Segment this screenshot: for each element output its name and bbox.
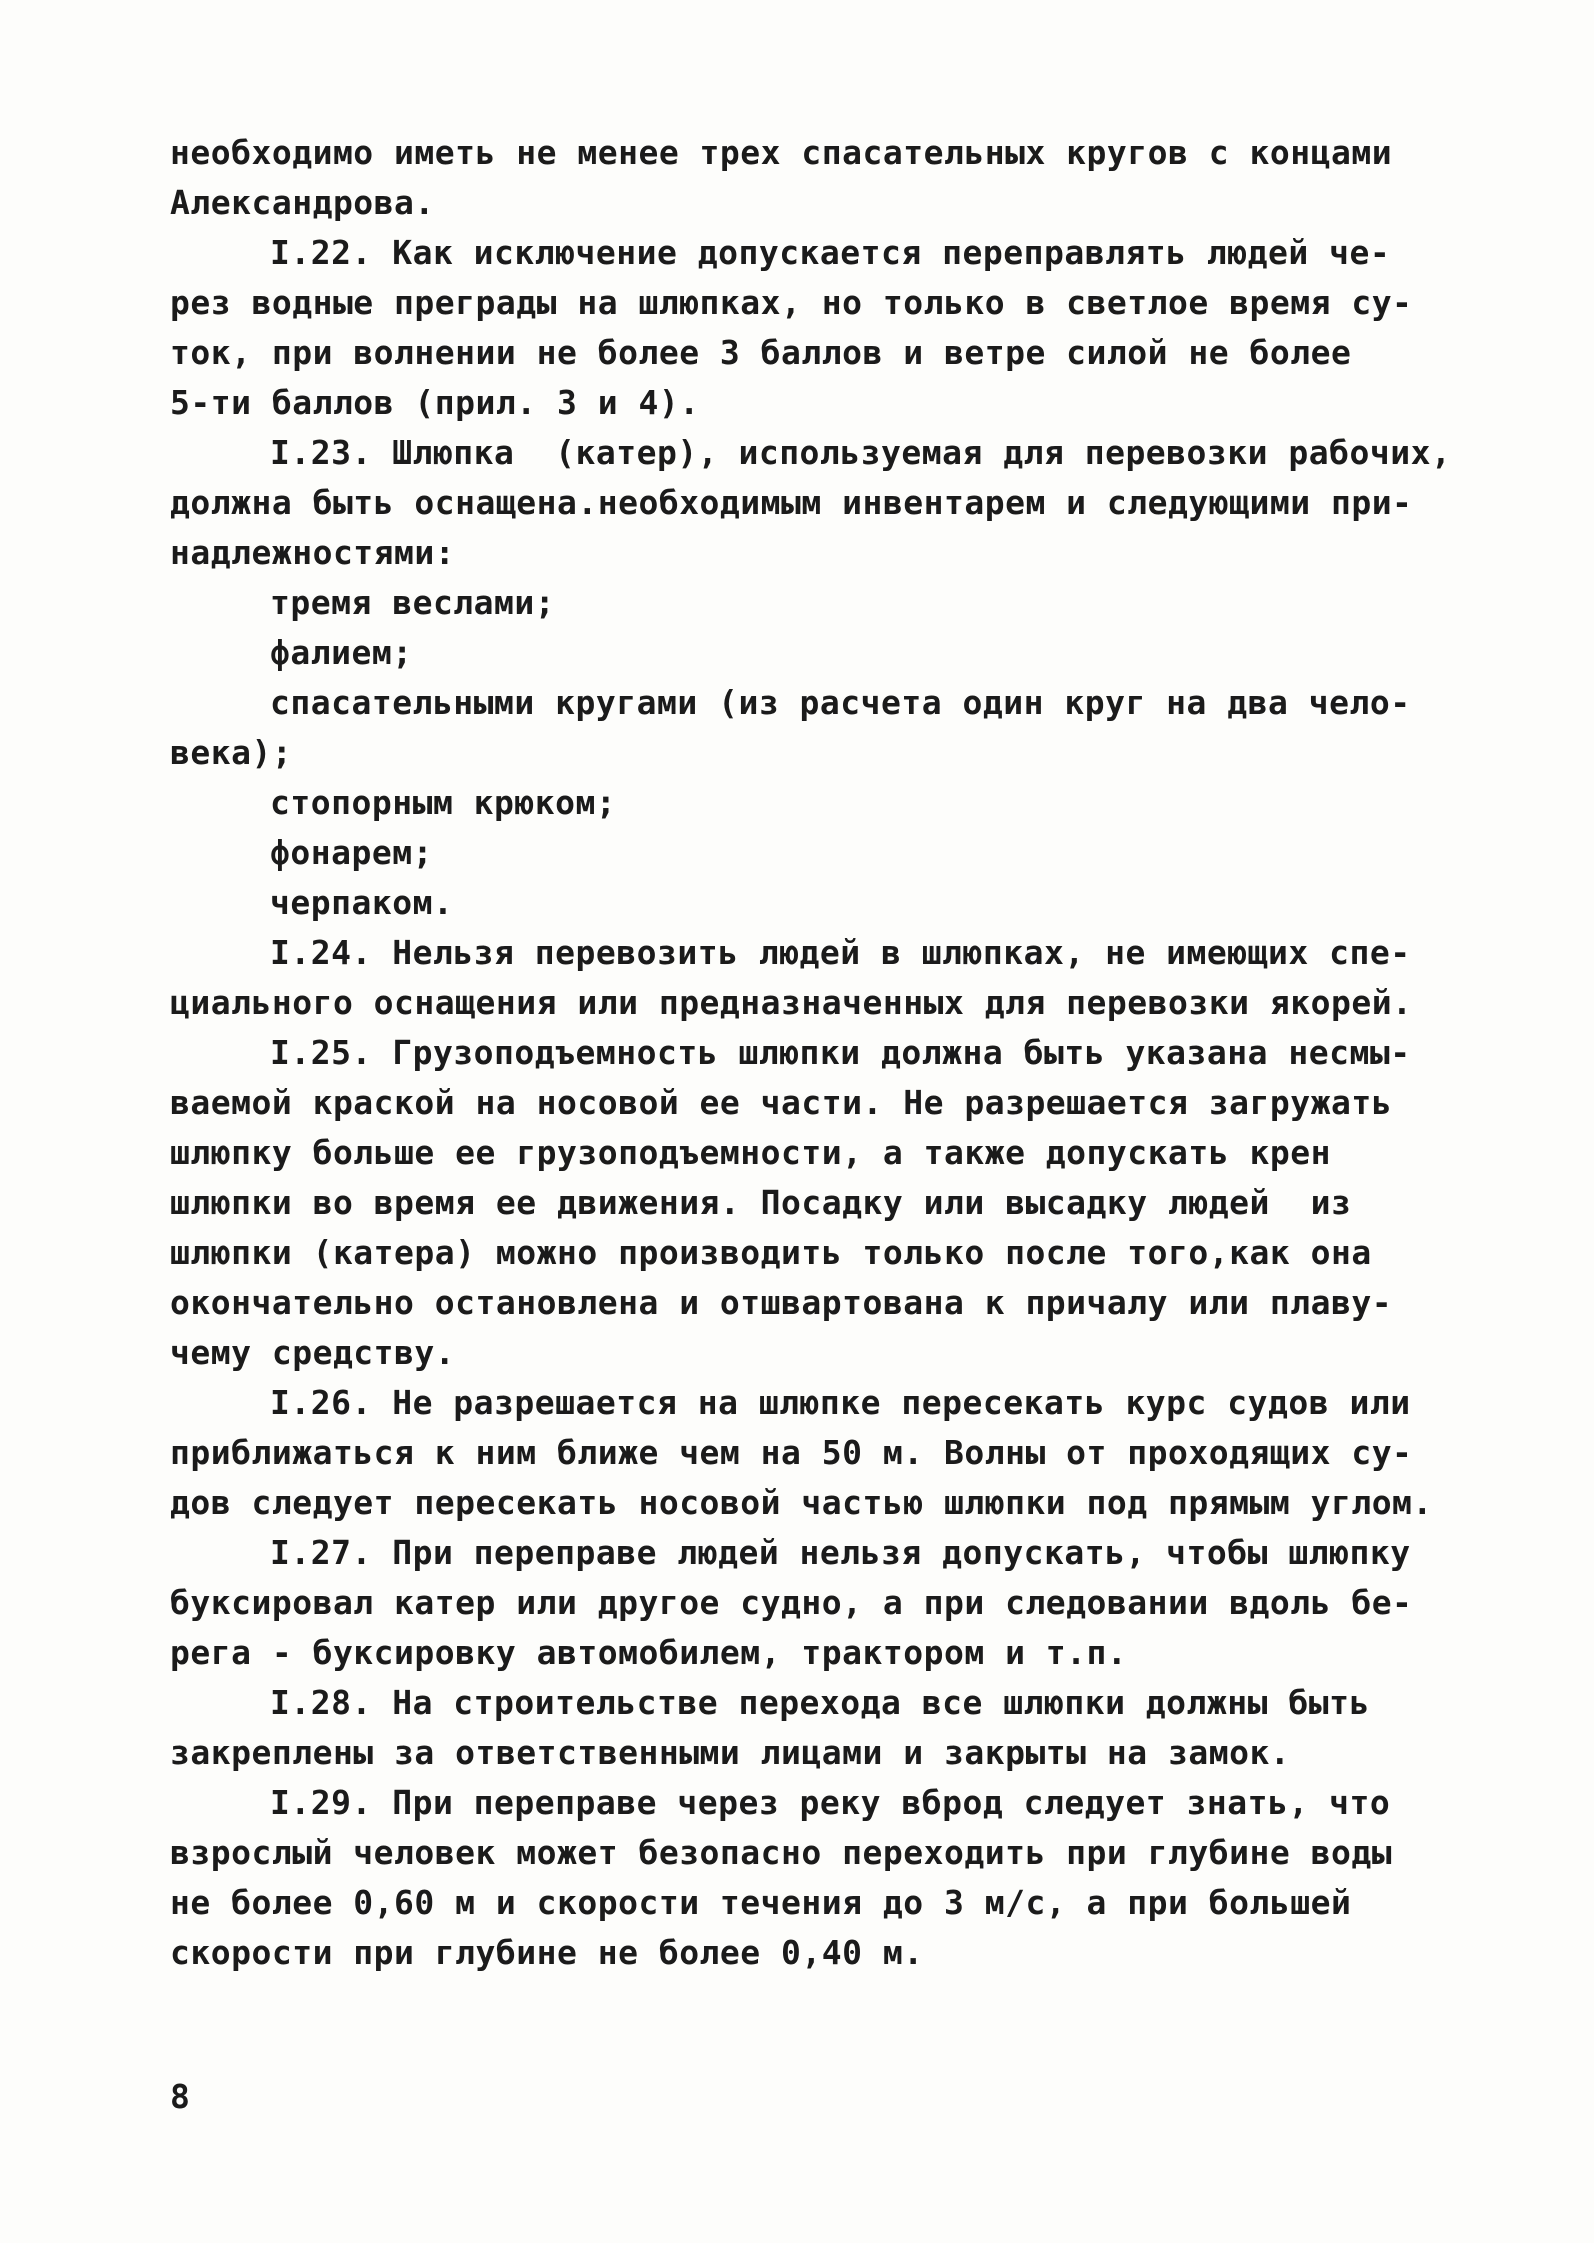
text-line: не более 0,60 м и скорости течения до 3 м/с, а при большей [170, 1883, 1352, 1922]
text-line: рега - буксировку автомобилем, трактором и т.п. [170, 1633, 1128, 1672]
text-line: закреплены за ответственными лицами и закрыты на замок. [170, 1733, 1291, 1772]
text-line: шлюпки во время ее движения. Посадку или высадку людей из [170, 1183, 1352, 1222]
text-line: I.28. На строительстве перехода все шлюпки должны быть [270, 1683, 1370, 1722]
body-text [170, 128, 1470, 1978]
text-line: надлежностями: [170, 533, 456, 572]
list-item: спасательными кругами (из расчета один круг на два чело- [270, 683, 1411, 722]
text-line: рез водные преграды на шлюпках, но только в светлое время су- [170, 283, 1413, 322]
text-line: буксировал катер или другое судно, а при следовании вдоль бе- [170, 1583, 1413, 1622]
text-line: должна быть оснащена.необходимым инвентарем и следующими при- [170, 483, 1413, 522]
list-item: черпаком. [270, 883, 454, 922]
text-line: I.22. Как исключение допускается переправлять людей че- [270, 233, 1391, 272]
list-item: фалием; [270, 633, 413, 672]
text-line: I.27. При переправе людей нельзя допускать, чтобы шлюпку [270, 1533, 1411, 1572]
text-line: века); [170, 733, 293, 772]
text-line: скорости при глубине не более 0,40 м. [170, 1933, 924, 1972]
text-line: I.23. Шлюпка (катер), используемая для перевозки рабочих, [270, 433, 1452, 472]
text-line: I.29. При переправе через реку вброд следует знать, что [270, 1783, 1391, 1822]
text-line: взрослый человек может безопасно переходить при глубине воды [170, 1833, 1393, 1872]
page-number: 8 [170, 2077, 190, 2116]
list-item: фонарем; [270, 833, 433, 872]
text-line: 5-ти баллов (прил. 3 и 4). [170, 383, 700, 422]
text-line: I.25. Грузоподъемность шлюпки должна быть указана несмы- [270, 1033, 1411, 1072]
text-line: дов следует пересекать носовой частью шлюпки под прямым углом. [170, 1483, 1433, 1522]
text-line: приближаться к ним ближе чем на 50 м. Волны от проходящих су- [170, 1433, 1413, 1472]
text-line: чему средству. [170, 1333, 456, 1372]
text-line: окончательно остановлена и отшвартована к причалу или плаву- [170, 1283, 1393, 1322]
text-line: Александрова. [170, 183, 435, 222]
text-line: необходимо иметь не менее трех спасательных кругов с концами [170, 133, 1393, 172]
text-line: циального оснащения или предназначенных для перевозки якорей. [170, 983, 1413, 1022]
list-item: стопорным крюком; [270, 783, 617, 822]
text-line: ваемой краской на носовой ее части. Не разрешается загружать [170, 1083, 1393, 1122]
text-line: I.24. Нельзя перевозить людей в шлюпках, не имеющих спе- [270, 933, 1411, 972]
text-line: шлюпку больше ее грузоподъемности, а также допускать крен [170, 1133, 1331, 1172]
text-line: I.26. Не разрешается на шлюпке пересекать курс судов или [270, 1383, 1411, 1422]
list-item: тремя веслами; [270, 583, 556, 622]
text-line: шлюпки (катера) можно производить только после того,как она [170, 1233, 1372, 1272]
text-line: ток, при волнении не более 3 баллов и ветре силой не более [170, 333, 1352, 372]
